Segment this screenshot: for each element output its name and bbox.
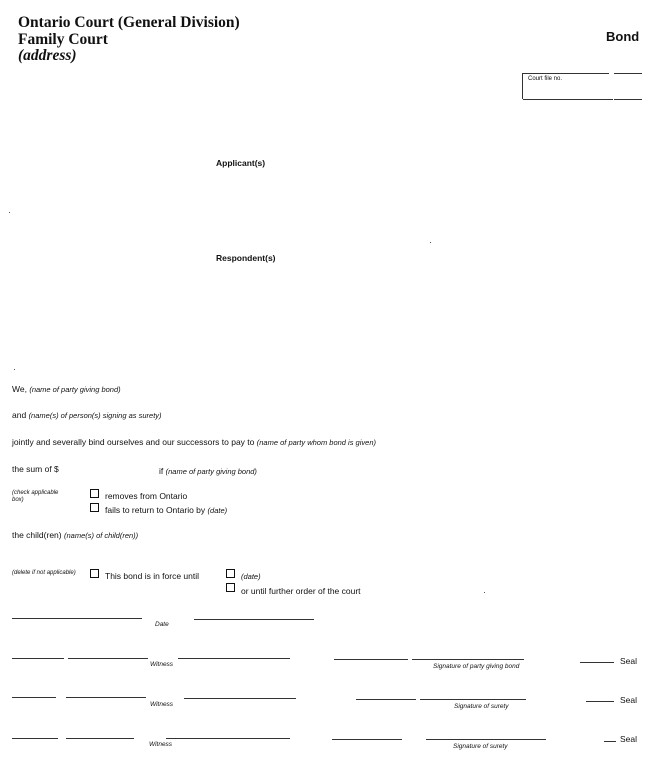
witness-label-3: Witness <box>149 741 173 748</box>
court-file-box[interactable] <box>522 73 613 99</box>
party-signature-line[interactable] <box>412 659 524 660</box>
and-prefix: and <box>12 410 27 420</box>
date-line[interactable] <box>194 619 314 620</box>
we-hint: (name of party giving bond) <box>29 385 121 394</box>
option-removes: removes from Ontario <box>105 491 188 501</box>
removes-checkbox[interactable] <box>90 489 99 498</box>
if-hint: (name of party giving bond) <box>165 467 257 476</box>
seal-label-2: Seal <box>620 695 638 705</box>
check-note: (check applicable box) <box>12 490 59 503</box>
seal-label-1: Seal <box>620 656 638 666</box>
court-name: Ontario Court (General Division) <box>18 14 240 31</box>
inforce-text: This bond is in force until <box>105 571 200 581</box>
seal-label-3: Seal <box>620 734 638 744</box>
jointly-hint: (name of party whom bond is given) <box>256 438 376 447</box>
sum-text: the sum of $ <box>12 464 59 474</box>
surety-signature-label-2: Signature of surety <box>453 743 508 750</box>
witness-label-2: Witness <box>150 701 174 708</box>
children-line <box>12 530 138 540</box>
witness-line-3[interactable] <box>166 738 290 739</box>
surety-line <box>12 410 162 420</box>
inforce-checkbox[interactable] <box>90 569 99 578</box>
further-order-text: or until further order of the court <box>241 586 361 596</box>
if-line <box>159 466 257 476</box>
further-order-checkbox[interactable] <box>226 583 235 592</box>
surety-hint: (name(s) of person(s) signing as surety) <box>28 411 162 420</box>
we-prefix: We, <box>12 384 27 394</box>
if-text: if <box>159 466 164 476</box>
inforce-date-checkbox[interactable] <box>226 569 235 578</box>
court-address-placeholder: (address) <box>18 47 77 64</box>
form-title: Bond <box>606 29 640 44</box>
applicant-label: Applicant(s) <box>216 158 266 168</box>
court-division: Family Court <box>18 31 108 48</box>
jointly-text: jointly and severally bind ourselves and our successors to pay to <box>12 437 255 447</box>
surety-signature-label-1: Signature of surety <box>454 703 509 710</box>
party-signature-label: Signature of party giving bond <box>433 663 520 670</box>
place-line[interactable] <box>12 618 142 619</box>
children-hint: (name(s) of child(ren)) <box>63 531 139 540</box>
jointly-line <box>12 437 376 447</box>
option-fails: fails to return to Ontario by <box>105 505 206 515</box>
children-text: the child(ren) <box>12 530 62 540</box>
delete-note: (delete if not applicable) <box>12 570 76 576</box>
fails-line <box>105 505 227 515</box>
date-label: Date <box>155 621 169 628</box>
witness-line-1[interactable] <box>178 658 290 659</box>
court-file-label: Court file no. <box>528 76 563 82</box>
we-line <box>12 384 121 394</box>
fails-return-checkbox[interactable] <box>90 503 99 512</box>
option-fails-hint: (date) <box>207 506 228 515</box>
inforce-date-hint: (date) <box>241 572 261 581</box>
witness-label-1: Witness <box>150 661 174 668</box>
respondent-label: Respondent(s) <box>216 253 276 263</box>
surety-signature-line-2[interactable] <box>426 739 546 740</box>
witness-line-2[interactable] <box>184 698 296 699</box>
surety-signature-line-1[interactable] <box>420 699 526 700</box>
